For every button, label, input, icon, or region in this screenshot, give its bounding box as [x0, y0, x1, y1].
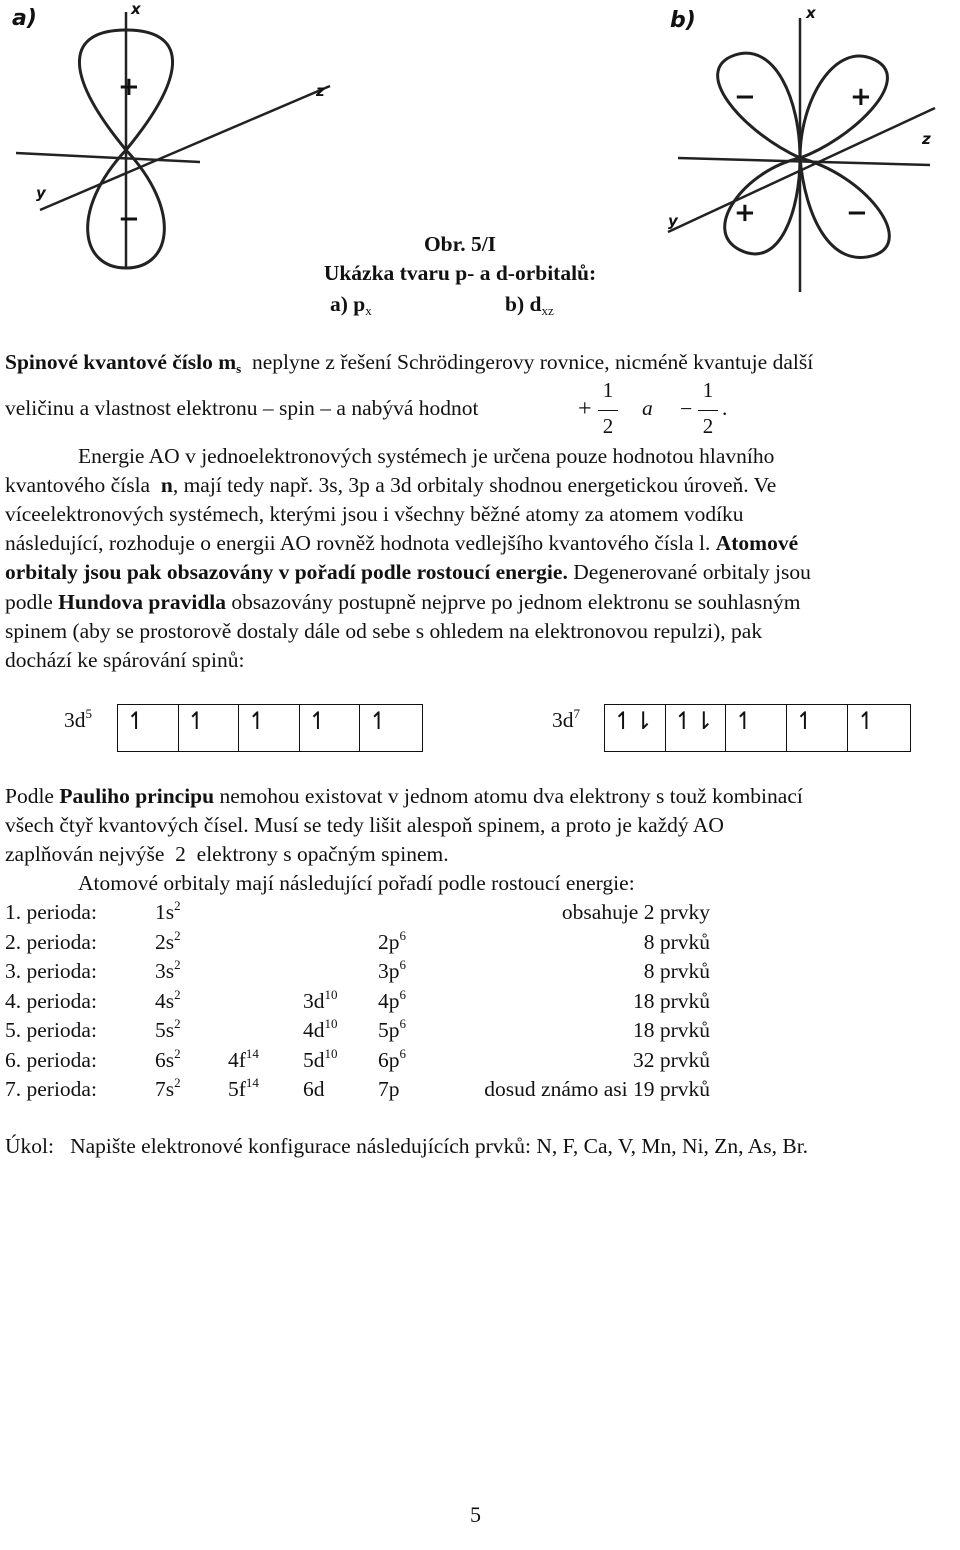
panel-b-axis-x: x	[806, 4, 816, 22]
orbital-box: ↿⇂	[605, 705, 666, 751]
pauli-line-2: všech čtyř kvantových čísel. Musí se tedy lišit alespoň spinem, a proto je každý AO	[5, 813, 724, 837]
panel-b-upper-right-sign: +	[850, 82, 872, 112]
panel-a-axis-x: x	[131, 0, 141, 18]
period-p-orbital: $5p^6$	[378, 1016, 406, 1042]
panel-b-axis-z: z	[922, 130, 931, 148]
px-orbital-drawing	[16, 12, 330, 268]
orbital-box: ↿	[300, 705, 361, 751]
orbital-box: ↿⇂	[666, 705, 727, 751]
panel-a-minus-sign: −	[118, 204, 140, 234]
period-label: 4. perioda:	[5, 988, 97, 1013]
fraction-numerator-negative: 1	[702, 378, 714, 402]
figure-caption-title: Obr. 5/I	[423, 232, 497, 256]
period-p-orbital: 7p	[378, 1077, 400, 1101]
pauli-line-1: Podle Pauliho principu nemohou existovat v jednom atomu dva elektrony s touž kombinací	[5, 784, 803, 808]
panel-b-axis-y: y	[668, 212, 678, 230]
energy-line-8: dochází ke spárování spinů:	[5, 648, 245, 672]
period-element-count: obsahuje 2 prvky	[561, 900, 710, 924]
pauli-line-3: zaplňován nejvýše 2 elektrony s opačným spinem.	[5, 842, 449, 866]
period-label: 3. perioda:	[5, 959, 97, 983]
period-s-orbital: $7s^2$	[155, 1075, 181, 1101]
orbital-box: ↿	[368, 709, 389, 735]
period-f-orbital: $4f^{14}$	[228, 1045, 259, 1072]
period-s-orbital: $5s^2$	[155, 1016, 181, 1042]
orbital-box: ↿	[118, 705, 179, 751]
period-label: 5. perioda:	[5, 1018, 97, 1042]
energy-line-2: kvantového čísla n, mají tedy např. 3s, 3p a 3d orbitaly shodnou energetickou úroveň. Ve	[5, 473, 777, 497]
period-p-orbital: $2p^6$	[378, 927, 406, 954]
period-element-count: 8 prvků	[643, 959, 710, 983]
minus-sign: −	[680, 396, 693, 421]
panel-a-axis-z: z	[316, 82, 325, 100]
orbital-box-row-3d5	[117, 704, 423, 752]
energy-line-7: spinem (aby se prostorově dostaly dále od sebe s ohledem na elektronovou repulzi), pak	[5, 619, 763, 643]
figure-caption-subtitle: Ukázka tvaru p- a d-orbitalů:	[323, 261, 597, 285]
period-p-orbital: $6p^6$	[378, 1045, 406, 1072]
period-s-orbital: $4s^2$	[155, 986, 181, 1013]
period-d-orbital: 6d	[303, 1077, 325, 1101]
panel-b-lower-right-sign: −	[846, 198, 868, 228]
pauli-line-4: Atomové orbitaly mají následující pořadí podle rostoucí energie:	[78, 871, 635, 895]
period-element-count: 8 prvků	[643, 929, 710, 954]
panel-b-lower-left-sign: +	[734, 198, 756, 228]
panel-a-label: a)	[12, 6, 37, 31]
figure-caption-item-a: a) $p_x$	[330, 292, 372, 318]
spin-line-1: Spinové kvantové číslo $m_s$ neplyne z řešení Schrödingerovy rovnice, nicméně kvantuje další	[5, 350, 814, 376]
period-p-orbital: $4p^6$	[378, 986, 406, 1013]
spin-line-2: veličinu a vlastnost elektronu – spin – a nabývá hodnot	[5, 396, 479, 420]
fraction-numerator-positive: 1	[602, 378, 614, 402]
period-d-orbital: $5d^{10}$	[303, 1045, 338, 1072]
period-label: 6. perioda:	[5, 1047, 97, 1072]
panel-a-axis-y: y	[36, 184, 46, 202]
spin-period: .	[722, 396, 728, 420]
period-s-orbital: $3s^2$	[155, 957, 181, 983]
page-number: 5	[470, 1502, 481, 1527]
orbital-box: ↿	[856, 709, 877, 735]
figure-caption-item-b: b) $d_{xz}$	[505, 292, 554, 318]
period-element-count: dosud známo asi 19 prvků	[484, 1077, 710, 1101]
period-element-count: 18 prvků	[632, 1018, 710, 1042]
fraction-denominator-negative: 2	[702, 414, 714, 438]
energy-line-5: orbitaly jsou pak obsazovány v pořadí podle rostoucí energie. Degenerované orbitaly jsou	[5, 560, 811, 584]
orbital-box-row-3d7	[604, 704, 911, 752]
fraction-bar-positive	[598, 410, 618, 411]
energy-line-1: Energie AO v jednoelektronových systémech je určena pouze hodnotou hlavního	[78, 444, 775, 468]
period-p-orbital: $3p^6$	[378, 957, 406, 983]
period-element-count: 18 prvků	[632, 988, 710, 1013]
task-line: Úkol: Napište elektronové konfigurace následujících prvků: N, F, Ca, V, Mn, Ni, Zn, As, Br.	[5, 1134, 809, 1158]
energy-line-3: víceelektronových systémech, kterými jsou i všechny běžné atomy za atomem vodíku	[5, 502, 744, 526]
energy-line-6: podle Hundova pravidla obsazovány postupně nejprve po jednom elektronu se souhlasným	[5, 590, 801, 614]
orbital-box: ↿	[726, 705, 787, 751]
plus-sign: +	[578, 396, 592, 422]
energy-line-4: následující, rozhoduje o energii AO rovněž hodnota vedlejšího kvantového čísla l. Atomové	[5, 531, 799, 555]
fraction-bar-negative	[698, 410, 718, 411]
orbital-box: ↿	[179, 705, 240, 751]
period-s-orbital: $6s^2$	[155, 1045, 181, 1072]
period-d-orbital: $3d^{10}$	[303, 986, 338, 1013]
left-config-label: $3d^5$	[64, 706, 92, 732]
and-word: a	[642, 396, 653, 420]
period-label: 2. perioda:	[5, 929, 97, 954]
panel-a-plus-sign: +	[118, 72, 140, 102]
dxz-orbital-drawing	[668, 18, 935, 292]
period-d-orbital: $4d^{10}$	[303, 1016, 338, 1042]
period-label: 7. perioda:	[5, 1077, 97, 1101]
orbital-box: ↿	[787, 705, 849, 751]
period-f-orbital: $5f^{14}$	[228, 1075, 259, 1101]
fraction-denominator-positive: 2	[602, 414, 614, 438]
period-element-count: 32 prvků	[632, 1047, 710, 1072]
panel-b-upper-left-sign: −	[734, 82, 756, 112]
orbital-box: ↿	[239, 705, 300, 751]
period-s-orbital: $1s^2$	[155, 898, 181, 924]
period-label: 1. perioda:	[5, 900, 97, 924]
period-s-orbital: $2s^2$	[155, 927, 181, 954]
panel-b-label: b)	[670, 8, 696, 33]
right-config-label: $3d^7$	[552, 706, 580, 732]
